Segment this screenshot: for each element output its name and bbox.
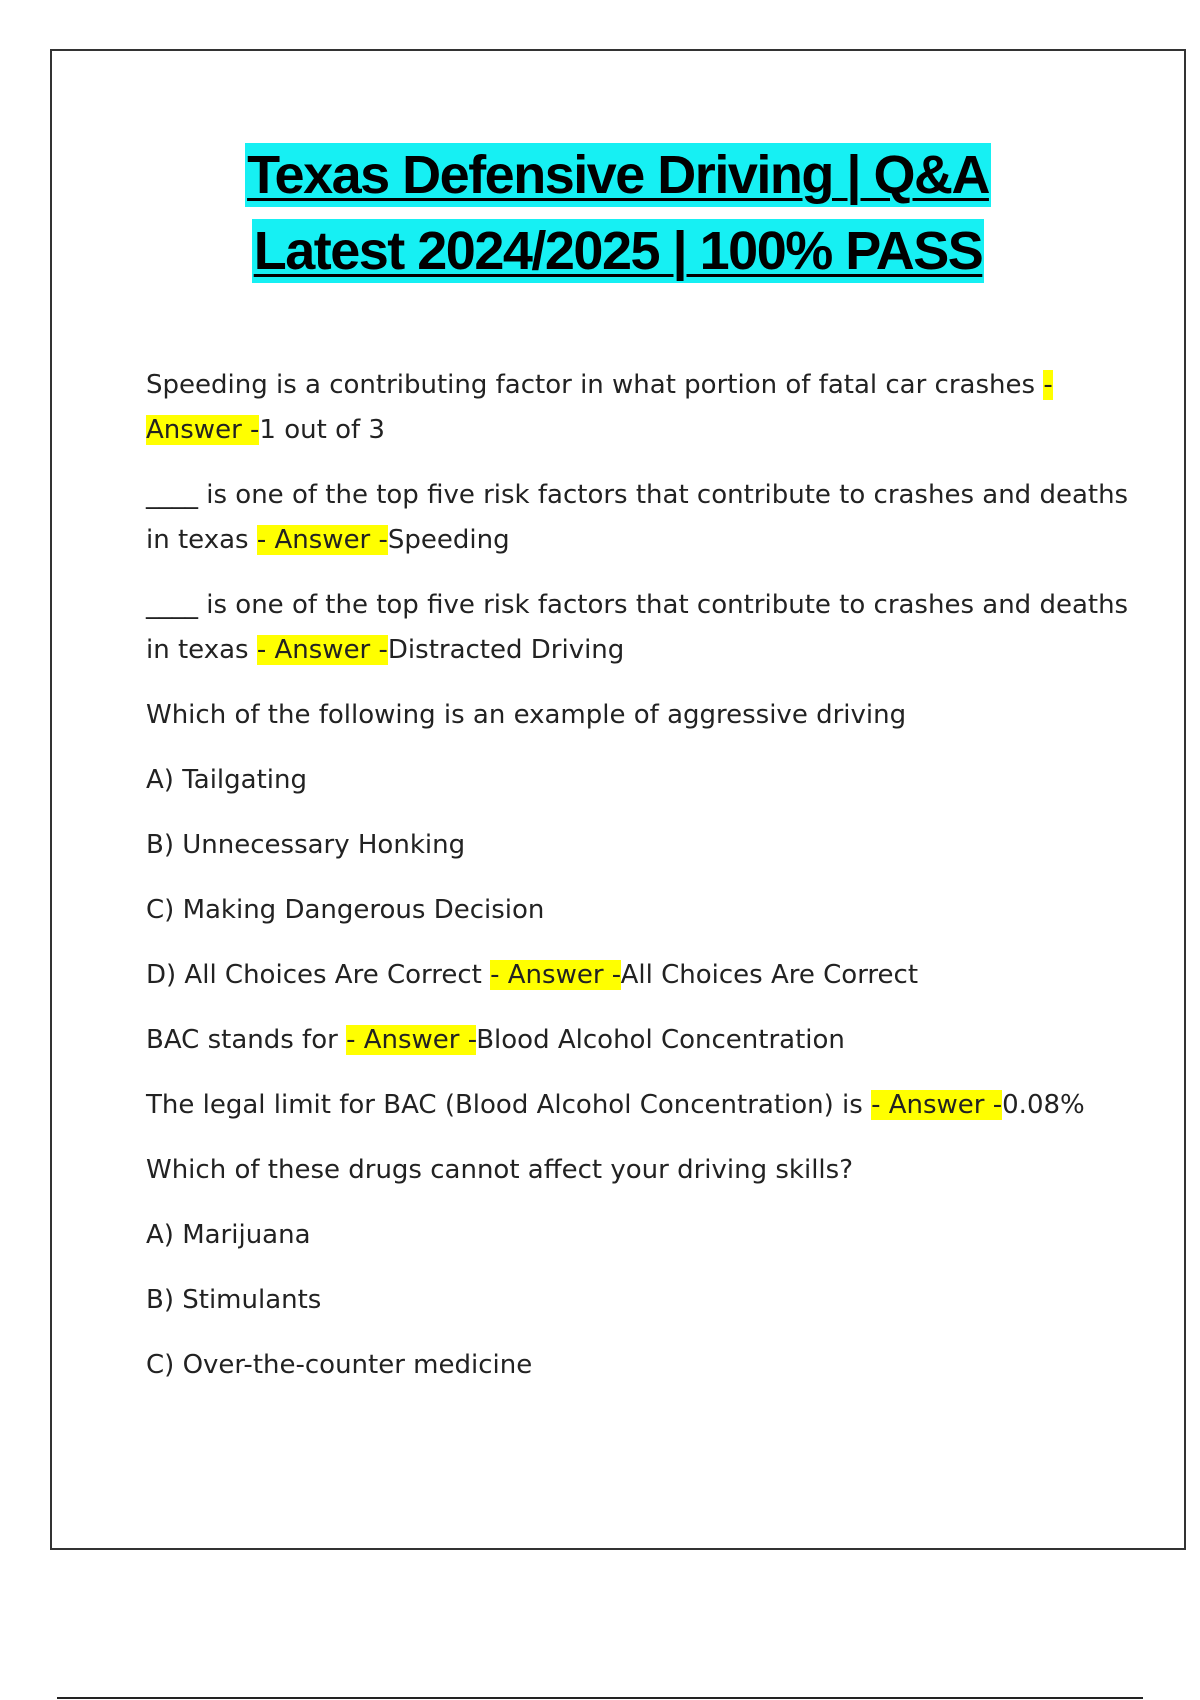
choice-text: C) Making Dangerous Decision bbox=[146, 895, 545, 925]
choice-text: A) Tailgating bbox=[146, 765, 307, 795]
qa-item bbox=[146, 473, 1136, 563]
question-text: BAC stands for bbox=[146, 1025, 347, 1055]
answer-marker: - Answer - bbox=[256, 635, 388, 665]
qa-item bbox=[146, 583, 1136, 673]
choice-line bbox=[146, 888, 1136, 933]
answer-text: 0.08% bbox=[1002, 1090, 1085, 1120]
answer-text: All Choices Are Correct bbox=[620, 960, 919, 990]
choice-line bbox=[146, 1278, 1136, 1323]
answer-text: Blood Alcohol Concentration bbox=[476, 1025, 845, 1055]
answer-text: Speeding bbox=[387, 525, 510, 555]
title-line-1: Texas Defensive Driving | Q&A bbox=[247, 145, 989, 205]
qa-item bbox=[146, 1083, 1136, 1128]
question-line bbox=[146, 693, 1136, 738]
choice-text: B) Stimulants bbox=[146, 1285, 322, 1315]
answer-text: Distracted Driving bbox=[387, 635, 625, 665]
choice-text: D) All Choices Are Correct bbox=[146, 960, 491, 990]
qa-item bbox=[146, 363, 1136, 453]
question-line bbox=[146, 1148, 1136, 1193]
answer-text: 1 out of 3 bbox=[259, 415, 385, 445]
choice-line bbox=[146, 1213, 1136, 1258]
answer-marker: - Answer - bbox=[256, 525, 388, 555]
question-text: ____ is one of the top five risk factors that contribute to crashes and deaths in texas bbox=[146, 590, 1129, 665]
choice-line bbox=[146, 823, 1136, 868]
choice-text: C) Over-the-counter medicine bbox=[146, 1350, 533, 1380]
choice-text: A) Marijuana bbox=[146, 1220, 311, 1250]
choice-text: B) Unnecessary Honking bbox=[146, 830, 466, 860]
answer-marker: - Answer - bbox=[871, 1090, 1003, 1120]
answer-marker: - Answer - bbox=[346, 1025, 477, 1055]
document-page bbox=[50, 49, 1186, 1550]
document-title bbox=[52, 143, 1184, 295]
qa-item bbox=[146, 953, 1136, 998]
question-text: Which of these drugs cannot affect your driving skills? bbox=[146, 1155, 854, 1185]
page-divider bbox=[57, 1697, 1143, 1699]
question-text: Which of the following is an example of aggressive driving bbox=[146, 700, 907, 730]
question-text: Speeding is a contributing factor in what portion of fatal car crashes bbox=[146, 370, 1044, 400]
choice-line bbox=[146, 1343, 1136, 1388]
qa-item bbox=[146, 1018, 1136, 1063]
title-line-2: Latest 2024/2025 | 100% PASS bbox=[253, 221, 983, 281]
answer-marker: - Answer - bbox=[490, 960, 621, 990]
question-text: ____ is one of the top five risk factors that contribute to crashes and deaths in texas bbox=[146, 480, 1129, 555]
choice-line bbox=[146, 758, 1136, 803]
answer-marker: - Answer - bbox=[146, 370, 1053, 445]
qa-list bbox=[146, 363, 1136, 1408]
question-text: The legal limit for BAC (Blood Alcohol Concentration) is bbox=[146, 1090, 872, 1120]
